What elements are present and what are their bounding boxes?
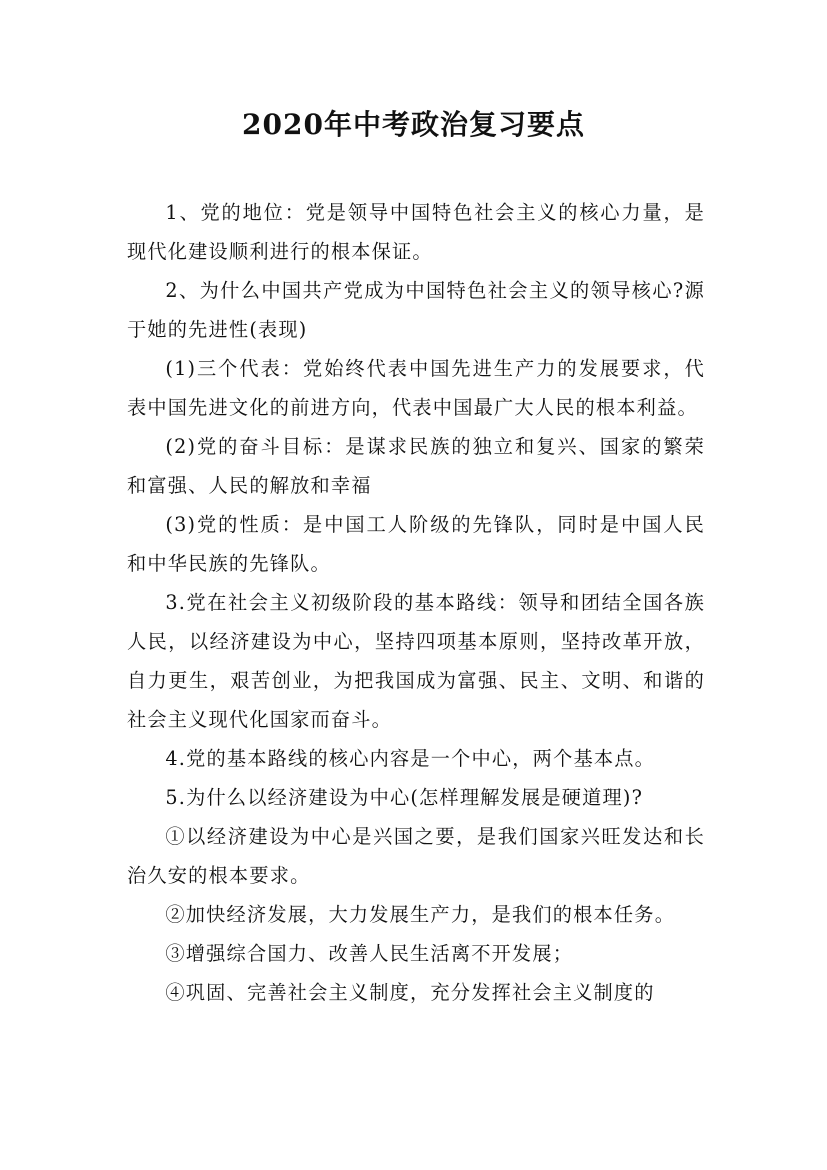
paragraph-party-nature: (3)党的性质：是中国工人阶级的先锋队，同时是中国人民和中华民族的先锋队。 [127,513,705,575]
paragraph-basic-line-core: 4.党的基本路线的核心内容是一个中心，两个基本点。 [165,747,656,770]
document-title: 2020年中考政治复习要点 [242,108,585,141]
document-body [127,193,705,1012]
paragraph-party-goal: (2)党的奋斗目标：是谋求民族的独立和复兴、国家的繁荣和富强、人民的解放和幸福 [127,435,705,497]
paragraph-point-4: ④巩固、完善社会主义制度，充分发挥社会主义制度的 [165,981,655,1004]
paragraph-basic-line: 3.党在社会主义初级阶段的基本路线：领导和团结全国各族人民，以经济建设为中心，坚持四项基本原则，坚持改革开放，自力更生，艰苦创业，为把我国成为富强、民主、文明、和谐的社会主义现代化国家而奋斗。 [127,591,705,731]
paragraph-three-represents: (1)三个代表：党始终代表中国先进生产力的发展要求，代表中国先进文化的前进方向，代表中国最广大人民的根本利益。 [127,357,705,419]
paragraph-party-status: 1、党的地位：党是领导中国特色社会主义的核心力量，是现代化建设顺利进行的根本保证。 [127,201,705,263]
paragraph-point-2: ②加快经济发展，大力发展生产力，是我们的根本任务。 [165,903,676,926]
paragraph-point-1: ①以经济建设为中心是兴国之要，是我们国家兴旺发达和长治久安的根本要求。 [127,825,705,887]
paragraph-why-economic-center: 5.为什么以经济建设为中心(怎样理解发展是硬道理)? [165,786,644,809]
paragraph-why-leadership-core: 2、为什么中国共产党成为中国特色社会主义的领导核心?源于她的先进性(表现) [127,279,705,341]
paragraph-point-3: ③增强综合国力、改善人民生活离不开发展； [165,942,574,965]
